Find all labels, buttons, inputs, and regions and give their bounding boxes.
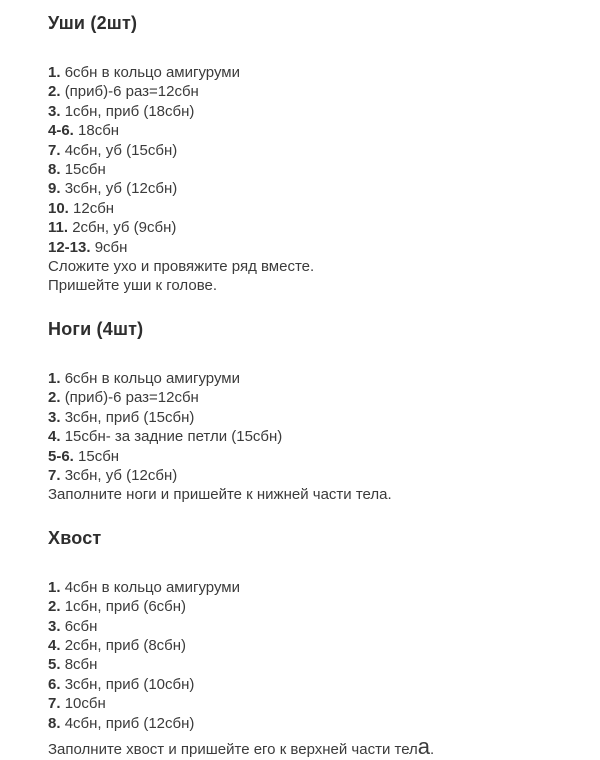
note-text: Сложите ухо и провяжите ряд вместе.: [48, 258, 315, 276]
section-title: Хвост: [48, 527, 102, 548]
pattern-row: [48, 121, 560, 140]
row-text: 1сбн, приб (6сбн): [64, 598, 187, 616]
pattern-row: [48, 694, 560, 713]
row-text: 12сбн: [73, 199, 115, 217]
pattern-row: [48, 466, 560, 485]
pattern-row: [48, 63, 560, 82]
row-number: 12-13.: [48, 238, 91, 256]
section-notes: [48, 485, 560, 504]
row-number: 2.: [48, 83, 61, 101]
pattern-row: [48, 238, 560, 257]
pattern-row: [48, 597, 560, 616]
row-text: 15сбн: [78, 447, 120, 465]
note-line: [48, 733, 560, 759]
section-notes: [48, 257, 560, 296]
pattern-row: [48, 714, 560, 733]
section-title: Уши (2шт): [48, 13, 138, 33]
row-number: 5-6.: [48, 447, 74, 465]
row-number: 9.: [48, 180, 61, 198]
row-text: (приб)-6 раз=12сбн: [64, 389, 199, 407]
pattern-row: [48, 675, 560, 694]
row-number: 2.: [48, 598, 61, 616]
pattern-row: [48, 179, 560, 198]
section-rows: [48, 63, 560, 257]
note-line: [48, 485, 560, 504]
row-number: 1.: [48, 64, 61, 81]
row-text: 18сбн: [78, 122, 120, 140]
row-number: 4.: [48, 636, 61, 654]
pattern-row: [48, 141, 560, 160]
row-text: 10сбн: [64, 695, 106, 713]
row-text: 4сбн в кольцо амигуруми: [64, 578, 240, 596]
pattern-row: [48, 160, 560, 179]
note-line: [48, 257, 560, 276]
row-number: 1.: [48, 578, 61, 596]
row-number: 6.: [48, 675, 61, 693]
row-text: 15сбн: [64, 161, 106, 179]
pattern-row: [48, 655, 560, 674]
note-text: .: [430, 740, 435, 758]
note-line: [48, 276, 560, 295]
row-text: 6сбн: [64, 617, 98, 635]
note-text: Пришейте уши к голове.: [48, 277, 218, 295]
pattern-row: [48, 369, 560, 388]
row-number: 1.: [48, 369, 61, 387]
section-rows: [48, 369, 560, 485]
row-text: 6сбн в кольцо амигуруми: [64, 369, 240, 387]
section-notes: [48, 733, 560, 759]
row-number: 4-6.: [48, 122, 74, 140]
pattern-row: [48, 102, 560, 121]
row-number: 3.: [48, 617, 61, 635]
section-rows: [48, 578, 560, 733]
pattern-row: [48, 199, 560, 218]
row-text: (приб)-6 раз=12сбн: [64, 83, 199, 101]
note-text: Заполните ноги и пришейте к нижней части тела.: [48, 486, 392, 504]
row-text: 2сбн, уб (9сбн): [72, 219, 177, 237]
pattern-row: [48, 427, 560, 446]
pattern-document: [48, 13, 560, 759]
pattern-row: [48, 408, 560, 427]
row-text: 9сбн: [94, 238, 128, 256]
row-number: 10.: [48, 199, 69, 217]
row-number: 7.: [48, 466, 61, 484]
row-text: 15сбн- за задние петли (15сбн): [64, 428, 283, 446]
pattern-row: [48, 218, 560, 237]
pattern-row: [48, 388, 560, 407]
row-text: 1сбн, приб (18сбн): [64, 102, 195, 120]
row-number: 8.: [48, 714, 61, 732]
row-text: 3сбн, приб (10сбн): [64, 675, 195, 693]
pattern-section: [48, 528, 560, 760]
pattern-row: [48, 636, 560, 655]
pattern-row: [48, 82, 560, 101]
pattern-row: [48, 447, 560, 466]
note-text: Заполните хвост и пришейте его к верхней части тел: [48, 740, 418, 758]
row-number: 2.: [48, 389, 61, 407]
pattern-section: [48, 319, 560, 505]
row-number: 7.: [48, 695, 61, 713]
enlarged-letter: а: [417, 733, 431, 759]
row-number: 7.: [48, 141, 61, 159]
row-number: 3.: [48, 102, 61, 120]
row-text: 4сбн, приб (12сбн): [64, 714, 195, 732]
row-number: 5.: [48, 656, 61, 674]
row-number: 11.: [48, 219, 69, 237]
row-text: 6сбн в кольцо амигуруми: [64, 64, 240, 81]
row-text: 3сбн, уб (12сбн): [64, 466, 178, 484]
row-number: 3.: [48, 408, 61, 426]
pattern-section: [48, 13, 560, 296]
row-text: 3сбн, приб (15сбн): [64, 408, 195, 426]
row-text: 4сбн, уб (15сбн): [64, 141, 178, 159]
pattern-row: [48, 617, 560, 636]
pattern-row: [48, 578, 560, 597]
section-title: Ноги (4шт): [48, 318, 144, 339]
row-number: 4.: [48, 428, 61, 446]
row-text: 2сбн, приб (8сбн): [64, 636, 187, 654]
row-text: 8сбн: [64, 656, 98, 674]
row-text: 3сбн, уб (12сбн): [64, 180, 178, 198]
row-number: 8.: [48, 161, 61, 179]
